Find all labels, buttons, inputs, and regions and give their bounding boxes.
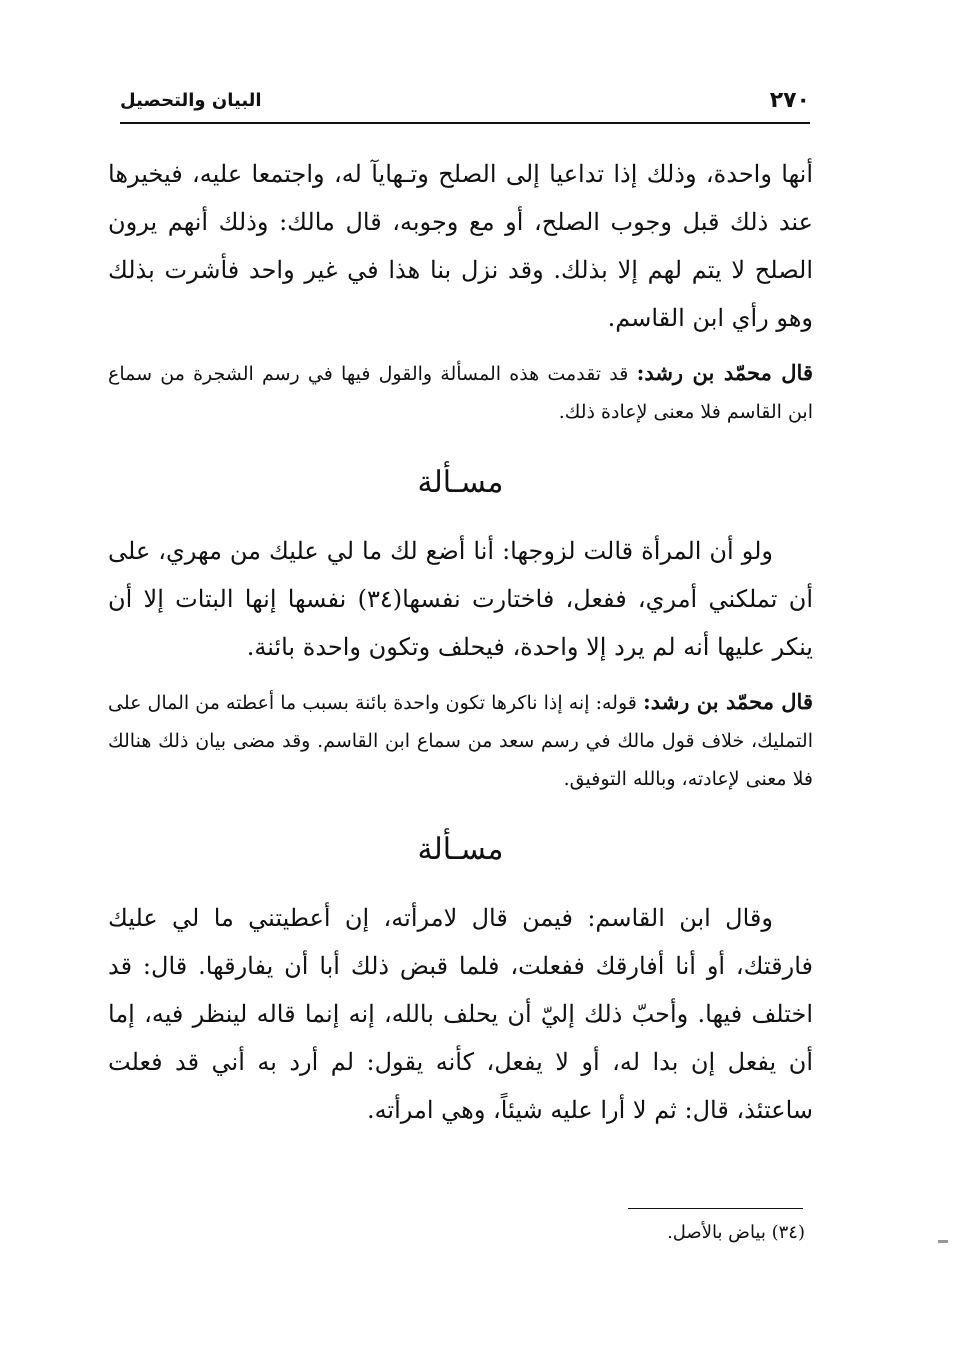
margin-mark — [938, 1240, 948, 1243]
section-title-2: مسـألة — [417, 832, 504, 867]
footnote-34: (٣٤) بياض بالأصل. — [667, 1222, 805, 1243]
commentary-1 — [108, 354, 813, 431]
section-title-1: مسـألة — [417, 465, 504, 500]
commentary-1-text: قد تقدمت هذه المسألة والقول فيها في رسم الشجرة من سماع ابن القاسم فلا معنى لإعادة ذلك. — [108, 363, 813, 423]
paragraph-1: أنها واحدة، وذلك إذا تداعيا إلى الصلح وتـهايآ له، واجتمعا عليه، فيخيرها عند ذلك قبل وجوب الصلح، أو مع وجوبه، قال مالك: وذلك أنهم يرون الصلح لا يتم لهم إلا بذلك. وقد نزل بنا هذا في غير واحد فأشرت بذلك وهو رأي ابن القاسم. — [108, 160, 813, 332]
commentary-2 — [108, 683, 813, 798]
commentary-2-speaker: قال محمّد بن رشد: — [642, 689, 813, 714]
page-content — [108, 150, 813, 1146]
paragraph-3: وقال ابن القاسم: فيمن قال لامرأته، إن أعطيتني ما لي عليك فارقتك، أو أنا أفارقك ففعلت، فلما قبض ذلك أبا أن يفارقها. قال: قد اختلف فيها. وأحبّ ذلك إليّ أن يحلف بالله، إنه إنما قاله لينظر فيه، إما أن يفعل إن بدا له، أو لا يفعل، كأنه يقول: لم أرد به أني قد فعلت ساعتئذ، قال: ثم لا أرا عليه شيئاً، وهي امرأته. — [108, 904, 813, 1124]
page-header — [120, 88, 810, 124]
commentary-2-text: قوله: إنه إذا ناكرها تكون واحدة بائنة بسبب ما أعطته من المال على التمليك، خلاف قول مالك في رسم سعد من سماع ابن القاسم. وقد مضى بيان ذلك هنالك فلا معنى لإعادته، وبالله التوفيق. — [108, 692, 813, 790]
page-number: ٢٧٠ — [769, 88, 810, 113]
running-title: البيان والتحصيل — [120, 90, 262, 111]
paragraph-2: ولو أن المرأة قالت لزوجها: أنا أضع لك ما لي عليك من مهري، على أن تملكني أمري، ففعل، فاختارت نفسها(٣٤) نفسها إنها البتات إلا أن ينكر عليها أنه لم يرد إلا واحدة، فيحلف وتكون واحدة بائنة. — [108, 537, 813, 661]
commentary-1-speaker: قال محمّد بن رشد: — [636, 360, 813, 385]
footnote-divider — [628, 1208, 803, 1209]
